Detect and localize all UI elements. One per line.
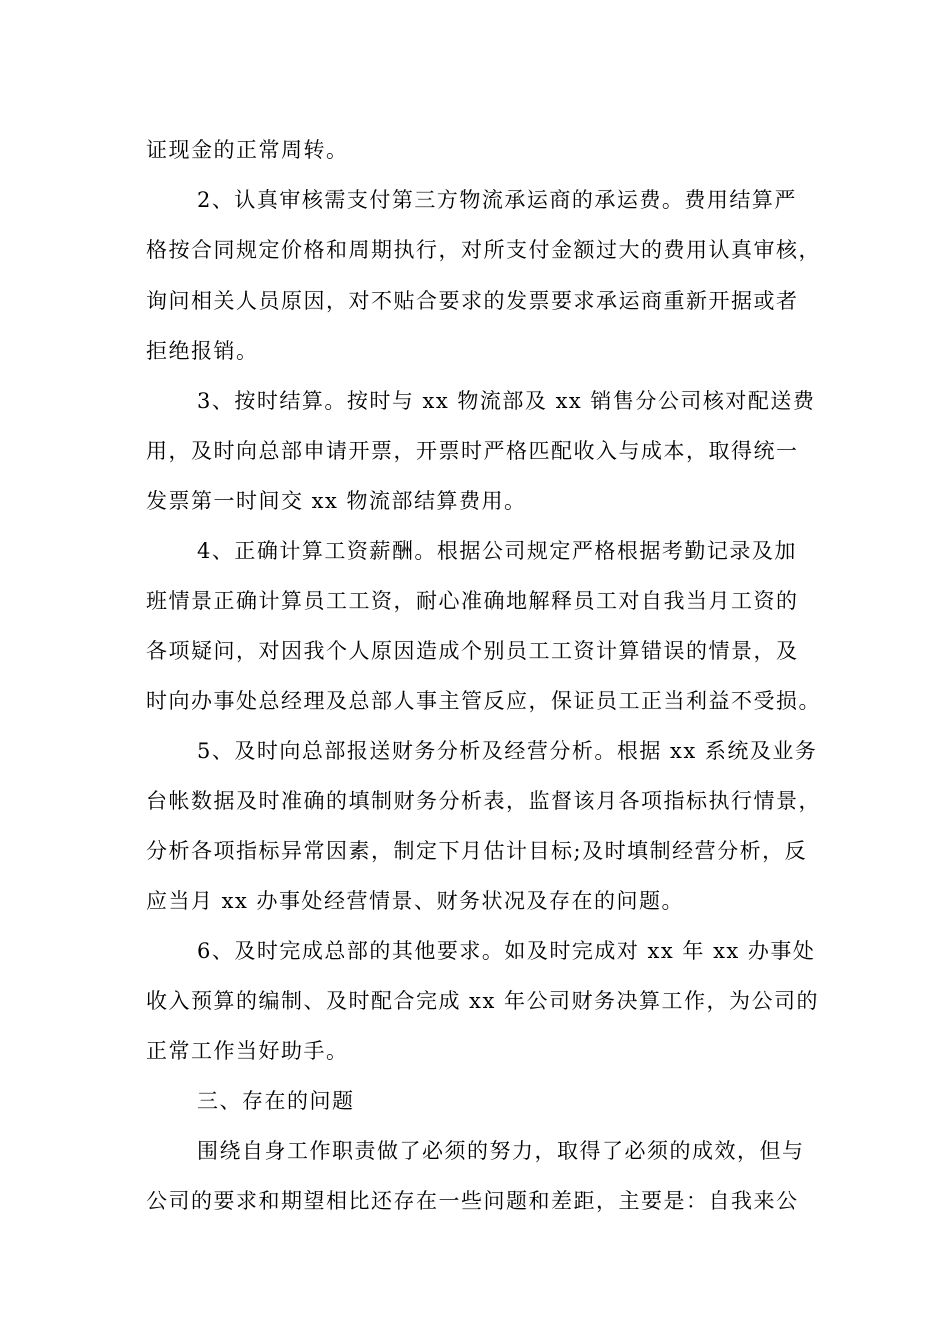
paragraph-4-start: 4、正确计算工资薪酬。根据公司规定严格根据考勤记录及加	[197, 539, 797, 563]
text-line: 班情景正确计算员工工资，耐心准确地解释员工对自我当月工资的	[146, 589, 799, 613]
paragraph-problems-start: 围绕自身工作职责做了必须的努力，取得了必须的成效，但与	[197, 1139, 805, 1163]
text-line: 用，及时向总部申请开票，开票时严格匹配收入与成本，取得统一	[146, 439, 799, 463]
text-line: 应当月 xx 办事处经营情景、财务状况及存在的问题。	[146, 889, 685, 913]
text-line: 拒绝报销。	[146, 339, 259, 363]
text-line: 时向办事处总经理及总部人事主管反应，保证员工正当利益不受损。	[146, 689, 821, 713]
text-line: 收入预算的编制、及时配合完成 xx 年公司财务决算工作，为公司的	[146, 989, 820, 1013]
text-line: 正常工作当好助手。	[146, 1039, 349, 1063]
paragraph-2-start: 2、认真审核需支付第三方物流承运商的承运费。费用结算严	[197, 188, 797, 212]
text-line: 公司的要求和期望相比还存在一些问题和差距，主要是：自我来公	[146, 1189, 799, 1213]
text-line: 各项疑问，对因我个人原因造成个别员工工资计算错误的情景，及	[146, 639, 799, 663]
text-line: 分析各项指标异常因素，制定下月估计目标;及时填制经营分析，反	[146, 839, 808, 863]
text-line: 发票第一时间交 xx 物流部结算费用。	[146, 489, 527, 513]
paragraph-5-start: 5、及时向总部报送财务分析及经营分析。根据 xx 系统及业务	[197, 739, 818, 763]
paragraph-6-start: 6、及时完成总部的其他要求。如及时完成对 xx 年 xx 办事处	[197, 939, 816, 963]
text-line: 台帐数据及时准确的填制财务分析表，监督该月各项指标执行情景，	[146, 789, 821, 813]
text-line: 证现金的正常周转。	[146, 138, 349, 162]
text-line: 格按合同规定价格和周期执行，对所支付金额过大的费用认真审核，	[146, 238, 821, 262]
section-heading: 三、存在的问题	[197, 1089, 355, 1113]
paragraph-3-start: 3、按时结算。按时与 xx 物流部及 xx 销售分公司核对配送费	[197, 389, 816, 413]
text-line: 询问相关人员原因，对不贴合要求的发票要求承运商重新开据或者	[146, 289, 799, 313]
